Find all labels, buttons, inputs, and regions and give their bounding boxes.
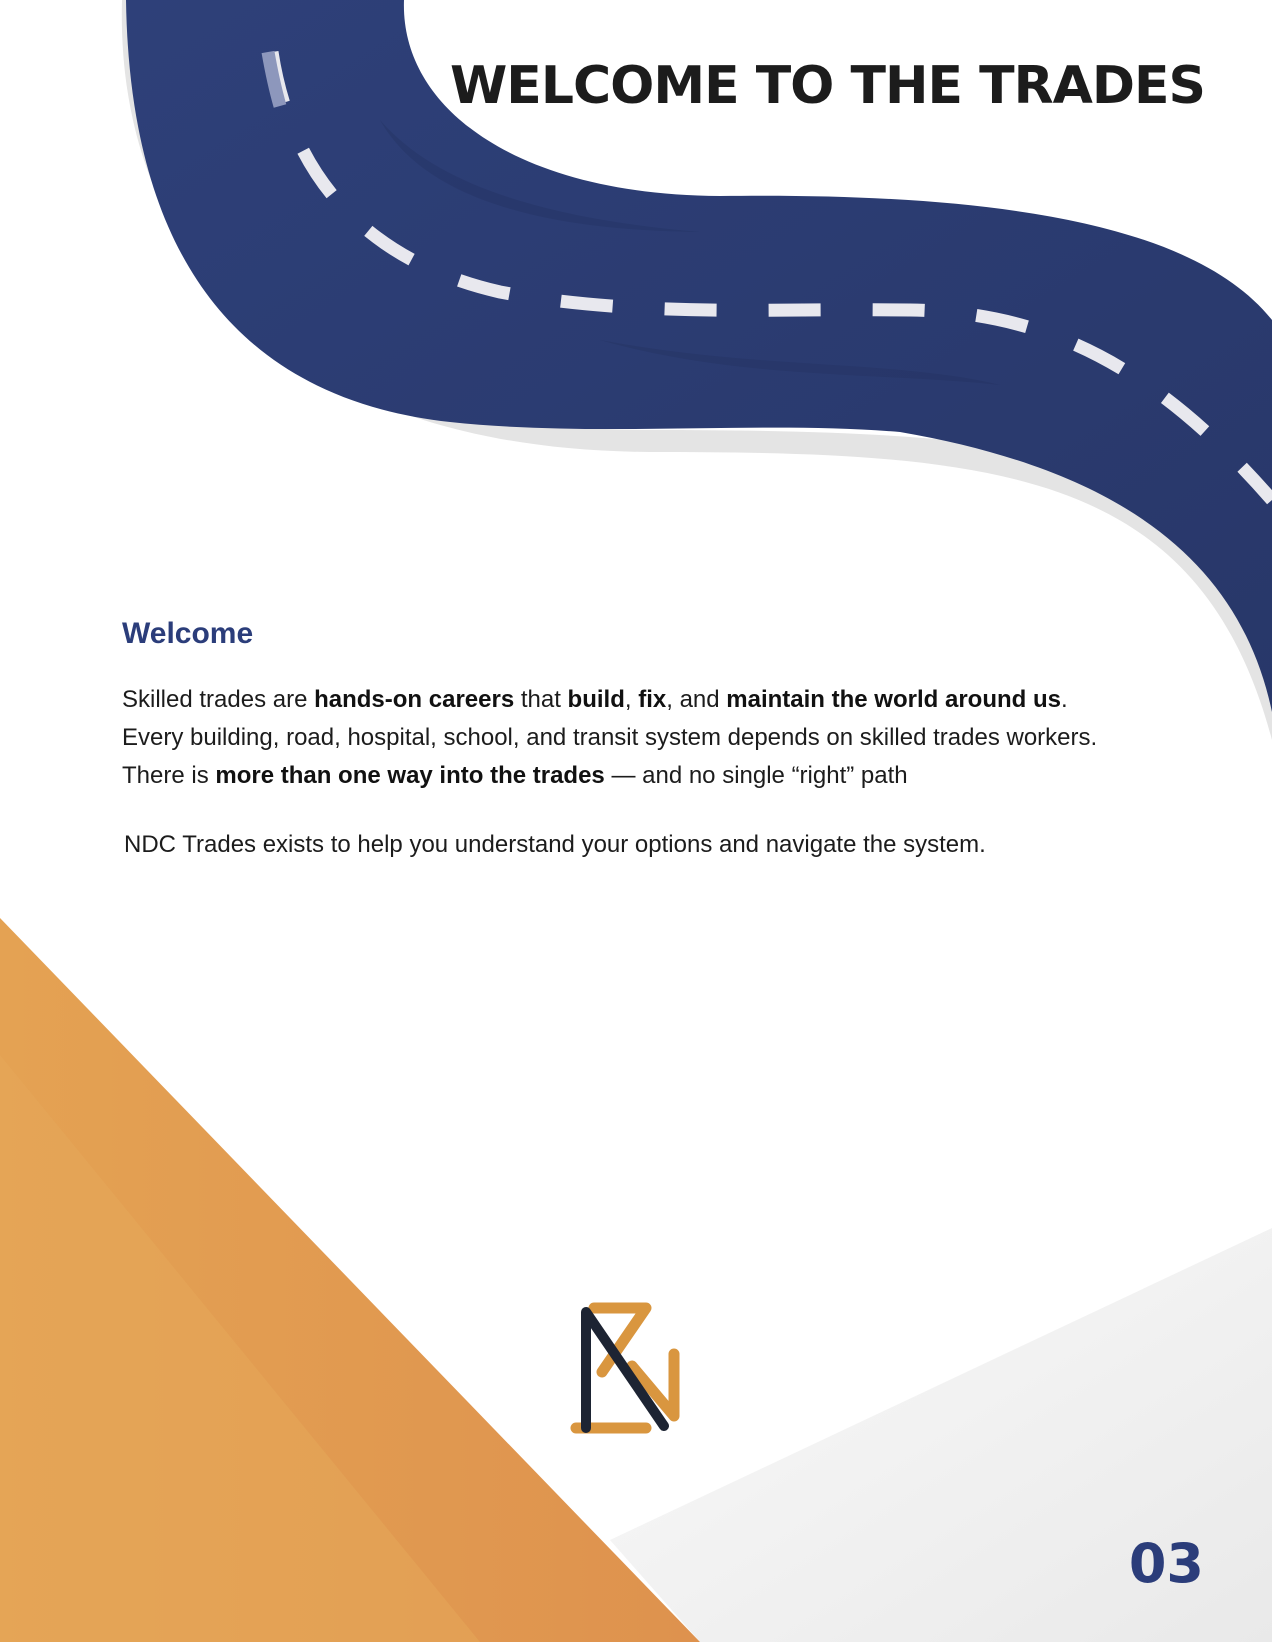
text-run: There is [122,762,216,789]
section-heading: Welcome [122,617,254,650]
text-run: that [514,686,568,713]
text-run: — and no single “right” path [604,762,908,789]
page-number: 03 [1128,1532,1204,1595]
bold-phrase: hands-on careers [314,686,515,713]
text-run: . [1060,686,1068,713]
welcome-section [122,617,1182,864]
welcome-paragraph [122,681,1182,795]
bold-phrase: more than one way into the trades [215,762,605,789]
text-run: , and [666,686,727,713]
text-run: , [624,686,639,713]
bold-phrase: build [567,686,625,713]
text-run: Every building, road, hospital, school, and transit system depends on skilled trades workers. [122,724,1098,751]
page-title: WELCOME TO THE TRADES [449,56,1205,116]
text-run: Skilled trades are [122,686,315,713]
mission-statement: NDC Trades exists to help you understand your options and navigate the system. [124,831,986,858]
bold-phrase: maintain the world around us [726,686,1061,713]
bold-phrase: fix [638,686,667,713]
ndc-monogram-logo-icon [568,1300,692,1444]
